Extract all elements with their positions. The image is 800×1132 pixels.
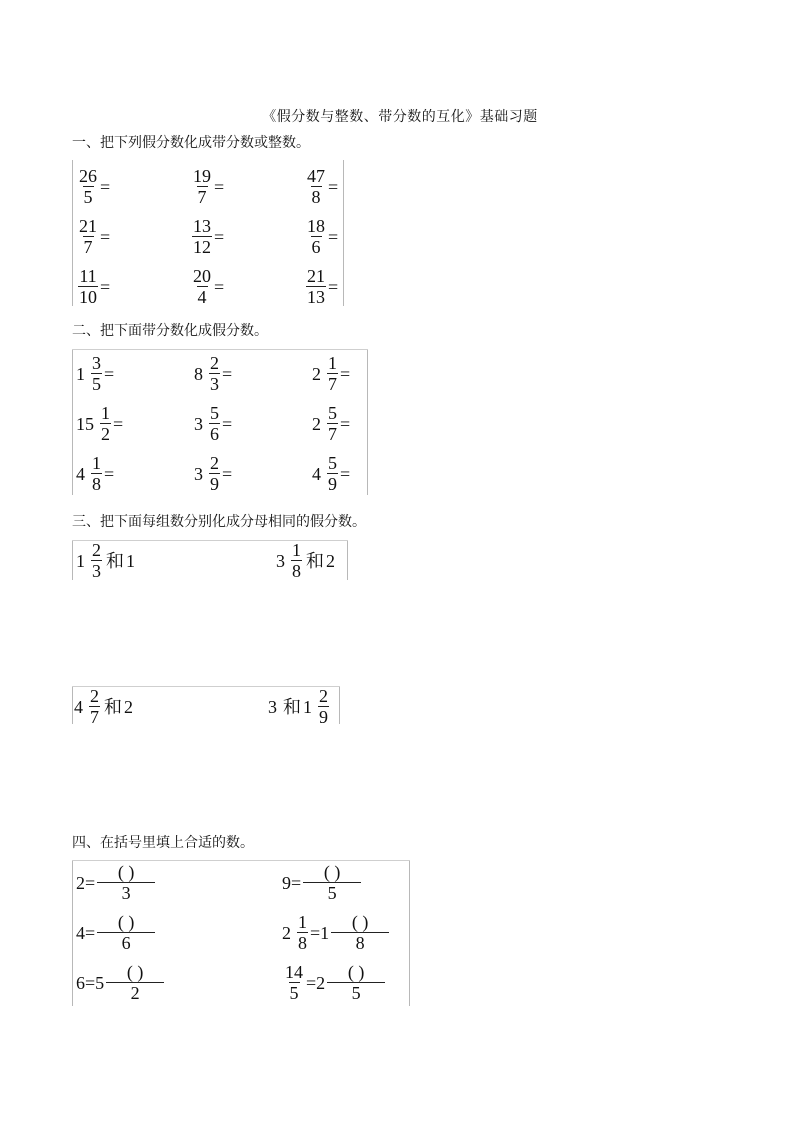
and-word: 和 xyxy=(306,550,324,571)
numerator: 21 xyxy=(307,266,325,286)
section-3-heading: 三、把下面每组数分别化成分母相同的假分数。 xyxy=(72,514,366,530)
section-2-heading: 二、把下面带分数化成假分数。 xyxy=(72,323,268,339)
numerator: 2 xyxy=(92,540,101,560)
whole-part: 3 xyxy=(194,413,203,434)
whole-part: 2 xyxy=(312,363,321,384)
denominator: 8 xyxy=(298,933,307,953)
number-pair-item xyxy=(268,686,331,727)
numerator: 2 xyxy=(319,686,328,706)
numerator: 1 xyxy=(292,540,301,560)
equals-sign: = xyxy=(328,226,339,247)
equals-sign: = xyxy=(214,176,225,197)
numerator: 14 xyxy=(285,962,303,982)
denominator: 6 xyxy=(97,932,155,953)
number-pair-item xyxy=(74,686,133,727)
equals-sign: = xyxy=(310,922,321,943)
whole-part: 2 xyxy=(312,413,321,434)
numerator: 21 xyxy=(79,216,97,236)
denominator: 8 xyxy=(331,932,389,953)
equals-sign: = xyxy=(328,176,339,197)
whole-part: 3 xyxy=(194,463,203,484)
equals-sign: = xyxy=(340,413,351,434)
whole-part: 1 xyxy=(303,696,312,717)
section-4-heading: 四、在括号里填上合适的数。 xyxy=(72,835,254,851)
answer-blank[interactable]: ( ) xyxy=(323,862,341,882)
numerator: 1 xyxy=(328,353,337,373)
whole-part: 1 xyxy=(76,550,85,571)
numerator: 5 xyxy=(210,403,219,423)
fill-blank-item xyxy=(282,962,387,1003)
equals-sign: = xyxy=(85,872,96,893)
mixed-number-item xyxy=(312,453,350,494)
equals-sign: = xyxy=(113,413,124,434)
lead-number: 9 xyxy=(282,872,291,893)
and-word: 和 xyxy=(106,550,124,571)
whole-part: 4 xyxy=(76,463,85,484)
whole-part: 1 xyxy=(76,363,85,384)
equals-sign: = xyxy=(85,922,96,943)
answer-blank[interactable]: ( ) xyxy=(351,912,369,932)
numerator: 2 xyxy=(90,686,99,706)
equals-sign: = xyxy=(214,276,225,297)
improper-fraction-item xyxy=(304,166,338,207)
answer-blank[interactable]: ( ) xyxy=(117,912,135,932)
whole-part: 2 xyxy=(316,972,326,993)
answer-blank[interactable]: ( ) xyxy=(126,962,144,982)
numerator: 13 xyxy=(193,216,211,236)
lead-number: 4 xyxy=(76,922,85,943)
denominator: 6 xyxy=(311,237,321,257)
improper-fraction-item xyxy=(190,166,224,207)
denominator: 7 xyxy=(328,424,337,444)
denominator: 10 xyxy=(79,287,97,307)
equals-sign: = xyxy=(104,363,115,384)
denominator: 5 xyxy=(92,374,101,394)
and-word: 和 xyxy=(104,696,122,717)
denominator: 6 xyxy=(210,424,219,444)
equals-sign: = xyxy=(222,363,233,384)
denominator: 9 xyxy=(328,474,337,494)
mixed-number-item xyxy=(194,353,232,394)
whole-part: 1 xyxy=(320,922,330,943)
improper-fraction-item xyxy=(76,266,110,307)
numerator: 1 xyxy=(92,453,101,473)
fill-blank-item xyxy=(282,912,391,953)
number-pair-item xyxy=(276,540,335,581)
lead-number: 2 xyxy=(76,872,85,893)
lead-number: 2 xyxy=(282,922,291,943)
answer-blank[interactable]: ( ) xyxy=(347,962,365,982)
improper-fraction-item xyxy=(76,166,110,207)
improper-fraction-item xyxy=(76,216,110,257)
whole-part: 4 xyxy=(74,696,83,717)
equals-sign: = xyxy=(214,226,225,247)
section-1-box xyxy=(72,160,344,306)
denominator: 5 xyxy=(327,982,385,1003)
other-number: 2 xyxy=(124,696,133,717)
numerator: 26 xyxy=(79,166,97,186)
section-3-box-a xyxy=(72,540,348,580)
equals-sign: = xyxy=(104,463,115,484)
other-number: 1 xyxy=(126,550,135,571)
whole-part: 3 xyxy=(276,550,285,571)
section-2-box xyxy=(72,349,368,495)
equals-sign: = xyxy=(100,276,111,297)
mixed-number-item xyxy=(312,353,350,394)
equals-sign: = xyxy=(306,972,317,993)
equals-sign: = xyxy=(100,176,111,197)
denominator: 4 xyxy=(197,287,207,307)
and-word: 和 xyxy=(283,696,301,717)
denominator: 13 xyxy=(307,287,325,307)
denominator: 8 xyxy=(311,187,321,207)
numerator: 3 xyxy=(92,353,101,373)
numerator: 19 xyxy=(193,166,211,186)
numerator: 18 xyxy=(307,216,325,236)
denominator: 5 xyxy=(303,882,361,903)
denominator: 5 xyxy=(289,983,299,1003)
numerator: 11 xyxy=(79,266,97,286)
numerator: 20 xyxy=(193,266,211,286)
whole-part: 4 xyxy=(312,463,321,484)
equals-sign: = xyxy=(222,463,233,484)
denominator: 3 xyxy=(210,374,219,394)
whole-part: 5 xyxy=(95,972,105,993)
equals-sign: = xyxy=(85,972,96,993)
numerator: 2 xyxy=(210,453,219,473)
whole-part: 15 xyxy=(76,413,94,434)
mixed-number-item xyxy=(76,453,114,494)
mixed-number-item xyxy=(76,353,114,394)
denominator: 7 xyxy=(197,187,207,207)
denominator: 3 xyxy=(92,561,101,581)
denominator: 7 xyxy=(83,237,93,257)
denominator: 2 xyxy=(106,982,164,1003)
section-1-heading: 一、把下列假分数化成带分数或整数。 xyxy=(72,135,310,151)
denominator: 7 xyxy=(90,707,99,727)
mixed-number-item xyxy=(194,403,232,444)
numerator: 2 xyxy=(210,353,219,373)
section-4-box xyxy=(72,860,410,1006)
fill-blank-item xyxy=(76,962,166,1003)
numerator: 1 xyxy=(101,403,110,423)
mixed-number-item xyxy=(312,403,350,444)
denominator: 7 xyxy=(328,374,337,394)
denominator: 9 xyxy=(319,707,328,727)
denominator: 8 xyxy=(92,474,101,494)
equals-sign: = xyxy=(222,413,233,434)
denominator: 3 xyxy=(97,882,155,903)
denominator: 8 xyxy=(292,561,301,581)
other-number: 2 xyxy=(326,550,335,571)
lead-number: 6 xyxy=(76,972,85,993)
equals-sign: = xyxy=(291,872,302,893)
improper-fraction-item xyxy=(304,216,338,257)
page-title: 《假分数与整数、带分数的互化》基础习题 xyxy=(262,109,538,125)
denominator: 5 xyxy=(83,187,93,207)
mixed-number-item xyxy=(76,403,123,444)
fill-blank-item xyxy=(76,912,157,953)
denominator: 9 xyxy=(210,474,219,494)
fill-blank-item xyxy=(282,862,363,903)
denominator: 2 xyxy=(101,424,110,444)
whole-part: 8 xyxy=(194,363,203,384)
number-pair-item xyxy=(76,540,135,581)
improper-fraction-item xyxy=(304,266,338,307)
numerator: 47 xyxy=(307,166,325,186)
equals-sign: = xyxy=(100,226,111,247)
improper-fraction-item xyxy=(190,266,224,307)
answer-blank[interactable]: ( ) xyxy=(117,862,135,882)
numerator: 1 xyxy=(298,912,307,932)
equals-sign: = xyxy=(328,276,339,297)
mixed-number-item xyxy=(194,453,232,494)
lead-number: 3 xyxy=(268,696,277,717)
improper-fraction-item xyxy=(190,216,224,257)
denominator: 12 xyxy=(193,237,211,257)
fill-blank-item xyxy=(76,862,157,903)
numerator: 5 xyxy=(328,453,337,473)
equals-sign: = xyxy=(340,363,351,384)
equals-sign: = xyxy=(340,463,351,484)
numerator: 5 xyxy=(328,403,337,423)
section-3-box-b xyxy=(72,686,340,727)
